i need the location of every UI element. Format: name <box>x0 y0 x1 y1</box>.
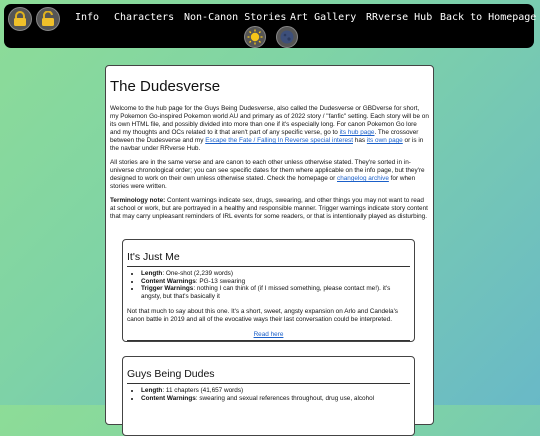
cw-value: : PG-13 swearing <box>195 277 246 285</box>
navbar <box>4 4 537 48</box>
story-title: It's Just Me <box>127 251 180 263</box>
nav-info[interactable]: Info <box>75 12 100 23</box>
lock-closed-icon[interactable] <box>8 7 32 31</box>
terminology-paragraph <box>110 197 429 221</box>
nav-back-to-homepage[interactable]: Back to Homepage <box>440 12 537 23</box>
cw-value: : swearing and sexual references throughout, drug use, alcohol <box>195 394 375 402</box>
story-card <box>122 239 415 342</box>
changelog-archive-link[interactable]: changelog archive <box>337 175 389 182</box>
nav-rrverse-hub[interactable]: RRverse Hub <box>366 12 433 23</box>
page-title: The Dudesverse <box>110 78 221 95</box>
sun-icon[interactable] <box>244 26 266 48</box>
story-details <box>127 387 410 402</box>
divider <box>127 266 410 267</box>
story-description: Not that much to say about this one. It's a short, sweet, angsty expansion on Arlo and Candela's canon battle in 2019 and all of the evocative ways their last conversation could be interpreted. <box>127 308 399 323</box>
story-content-warnings <box>141 278 410 286</box>
stories-text: All stories are in the same verse and are canon to each other unless otherwise stated. They're sorted in in-universe chronological order; you can see specific dates for them where applicable on the info page, but they're designed to work on their own unless otherwise stated. Check the homepage or <box>110 159 425 182</box>
tw-label: Trigger Warnings <box>141 285 194 292</box>
terminology-text: Content warnings indicate sex, drugs, swearing, and other things you may not want to read at school or work, but are portrayed in a healthy and responsible manner. Trigger warnings indicate story content that may carry unpleasant reminders of IRL events for some readers, or that is intentionally played as disturbing. <box>110 197 428 220</box>
story-card <box>122 356 415 436</box>
tw-value: : nothing I can think of (if I missed something, please contact me!). it's angsty, but that's basically it <box>141 285 391 300</box>
nav-art-gallery[interactable]: Art Gallery <box>290 12 357 23</box>
hub-page-link[interactable]: its hub page <box>339 129 375 136</box>
read-more-row <box>127 331 410 338</box>
lock-open-icon[interactable] <box>36 7 60 31</box>
divider <box>127 383 410 384</box>
length-value: : One-shot (2,239 words) <box>162 270 233 277</box>
moon-icon[interactable] <box>276 26 298 48</box>
intro-paragraph <box>110 105 429 153</box>
escape-the-fate-link[interactable]: Escape the Fate / Falling In Reverse special interest <box>205 137 353 144</box>
terminology-label: Terminology note: <box>110 197 166 204</box>
story-title: Guys Being Dudes <box>127 368 215 380</box>
own-page-link[interactable]: its own page <box>366 137 403 144</box>
intro-text: has <box>353 137 367 144</box>
length-value: : 11 chapters (41,657 words) <box>162 387 244 394</box>
length-label: Length <box>141 387 163 394</box>
nav-non-canon-stories[interactable]: Non-Canon Stories <box>184 12 287 23</box>
read-here-link[interactable]: Read here <box>253 331 284 338</box>
nav-characters[interactable]: Characters <box>114 12 175 23</box>
story-length <box>141 387 410 395</box>
stories-paragraph <box>110 159 429 191</box>
cw-label: Content Warnings <box>141 394 196 402</box>
story-length <box>141 270 410 278</box>
story-trigger-warnings <box>141 285 410 300</box>
story-details <box>127 270 410 300</box>
stories-text: for when stories were written. <box>110 175 416 190</box>
intro-text: . The crossover between the Dudesverse and my <box>110 129 419 144</box>
main-content <box>105 65 434 425</box>
intro-text: or is in the navbar under RRverse Hub. <box>110 137 424 152</box>
story-content-warnings <box>141 395 410 403</box>
length-label: Length <box>141 270 163 277</box>
divider <box>127 340 410 341</box>
cw-label: Content Warnings <box>141 277 196 285</box>
intro-text: Welcome to the hub page for the Guys Being Dudesverse, also called the Dudesverse or GBDverse for short, my Pokemon Go-inspired Pokemon world AU and primary as of 2022 story / "fanfic" setting. Each story will be on its own HTML file, and possibly divided into more than one if it's especially long. For canon Pokemon Go lore and my thoughts and OCs related to it that aren't part of any specific verse, go to <box>110 105 429 136</box>
